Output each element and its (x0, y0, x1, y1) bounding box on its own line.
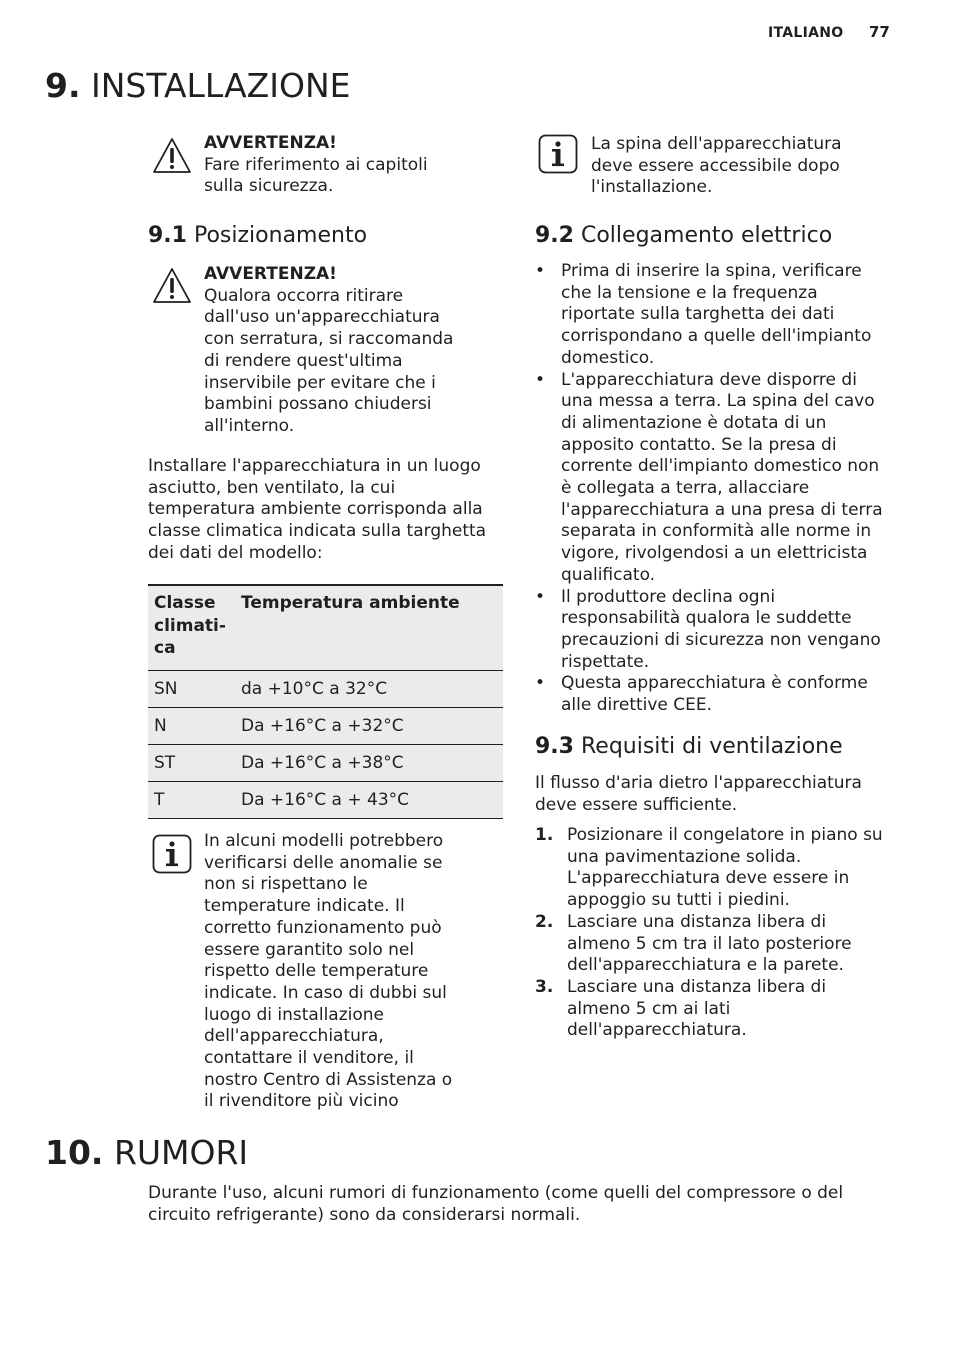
table-header-row (148, 585, 503, 670)
section-9-2-number: 9.2 (535, 223, 574, 248)
electrical-connection-list (535, 261, 891, 717)
climate-class-table (148, 584, 503, 819)
ventilation-steps (535, 825, 893, 1042)
ventilation-intro: Il flusso d'aria dietro l'apparecchiatura deve essere sufficiente. (535, 773, 862, 815)
step-number: 1. (535, 825, 554, 845)
section-9-3-number: 9.3 (535, 734, 574, 759)
section-9-1-number: 9.1 (148, 223, 187, 248)
section-9-3-title: Requisiti di ventilazione (580, 734, 843, 759)
warning-title: AVVERTENZA! (204, 264, 337, 284)
section-10-heading (45, 1133, 248, 1173)
list-item: • Prima di inserire la spina, verificare che la tensione e la frequenza riportate sulla targhetta dei dati corrispondano a quelle dell'impianto domestico. (535, 261, 891, 370)
section-9-1-title: Posizionamento (193, 223, 368, 248)
section-10-title: RUMORI (113, 1133, 249, 1172)
column-header-temperature: Temperatura ambiente (235, 585, 503, 670)
list-item: • L'apparecchiatura deve disporre di una messa a terra. La spina del cavo di alimentazione è dotata di un apposito contatto. Se la presa di corrente dell'impianto domestico non è collegata a terra, allacciare l'apparecchiatura a una presa di terra separata in conformità alle norme in vigore, rivolgendosi a un elettricista qualificato. (535, 370, 891, 587)
step-text: Lasciare una distanza libera di almeno 5 cm ai lati dell'apparecchiatura. (567, 976, 827, 1041)
table-cell-temperature: Da +16°C a + 43°C (235, 781, 503, 818)
noise-text: Durante l'uso, alcuni rumori di funzionamento (come quelli del compressore o del circuito refrigerante) sono da considerarsi normali. (148, 1183, 844, 1225)
section-9-2-title: Collegamento elettrico (580, 223, 833, 248)
warning-text: Qualora occorra ritirare dall'uso un'apparecchiatura con serratura, si raccomanda di rendere quest'ultima inservibile per evitare che i bambini possano chiudersi all'interno. (204, 285, 454, 436)
warning-lock (204, 264, 464, 438)
section-9-heading (45, 66, 351, 106)
table-cell-class: N (148, 707, 235, 744)
warning-text: Fare riferimento ai capitoli sulla sicurezza. (204, 154, 428, 197)
table-row (148, 744, 503, 781)
installation-intro: Installare l'apparecchiatura in un luogo asciutto, ben ventilato, la cui temperatura ambiente corrisponda alla classe climatica indicata sulla targhetta dei dati del modello: (148, 456, 487, 563)
info-icon (152, 834, 192, 874)
table-cell-class: SN (148, 670, 235, 707)
section-9-1-heading (148, 222, 367, 250)
warning-title: AVVERTENZA! (204, 133, 337, 153)
table-row (148, 781, 503, 818)
step-number: 3. (535, 976, 554, 997)
section-9-title: INSTALLAZIONE (91, 66, 351, 105)
step-text: Lasciare una distanza libera di almeno 5 cm tra il lato posteriore dell'apparecchiatura e la parete. (567, 911, 852, 976)
info-icon (538, 134, 578, 174)
step-text: Posizionare il congelatore in piano su una pavimentazione solida. L'apparecchiatura deve essere in appoggio su tutti i piedini. (567, 825, 883, 911)
section-9-number: 9. (45, 66, 81, 105)
list-item (535, 825, 893, 912)
list-item (535, 912, 893, 977)
table-cell-temperature: Da +16°C a +38°C (235, 744, 503, 781)
list-item (535, 977, 893, 1042)
section-9-3-heading (535, 733, 843, 761)
column-header-class: Classe climati- ca (148, 585, 235, 670)
list-item: • Il produttore declina ogni responsabilità qualora le suddette precauzioni di sicurezza non vengano rispettate. (535, 587, 891, 674)
table-row (148, 707, 503, 744)
header-language: ITALIANO (768, 25, 844, 41)
table-cell-temperature: da +10°C a 32°C (235, 670, 503, 707)
table-cell-class: T (148, 781, 235, 818)
warning-triangle-icon (152, 266, 192, 306)
table-cell-temperature: Da +16°C a +32°C (235, 707, 503, 744)
info-temperature-note: In alcuni modelli potrebbero verificarsi delle anomalie se non si rispettano le temperature indicate. Il corretto funzionamento può essere garantito solo nel rispetto delle temperature indicate. In caso di dubbi sul luogo di installazione dell'apparecchiatura, contattare il venditore, il nostro Centro di Assistenza o il rivenditore più vicino (204, 831, 453, 1112)
step-number: 2. (535, 911, 554, 932)
info-plug-note: La spina dell'apparecchiatura deve essere accessibile dopo l'installazione. (591, 134, 842, 198)
table-row (148, 670, 503, 707)
section-9-2-heading (535, 222, 832, 250)
warning-general (204, 133, 464, 198)
table-cell-class: ST (148, 744, 235, 781)
warning-triangle-icon (152, 136, 192, 176)
page-number: 77 (869, 23, 890, 41)
list-item: • Questa apparecchiatura è conforme alle direttive CEE. (535, 673, 891, 716)
section-10-number: 10. (45, 1133, 104, 1172)
